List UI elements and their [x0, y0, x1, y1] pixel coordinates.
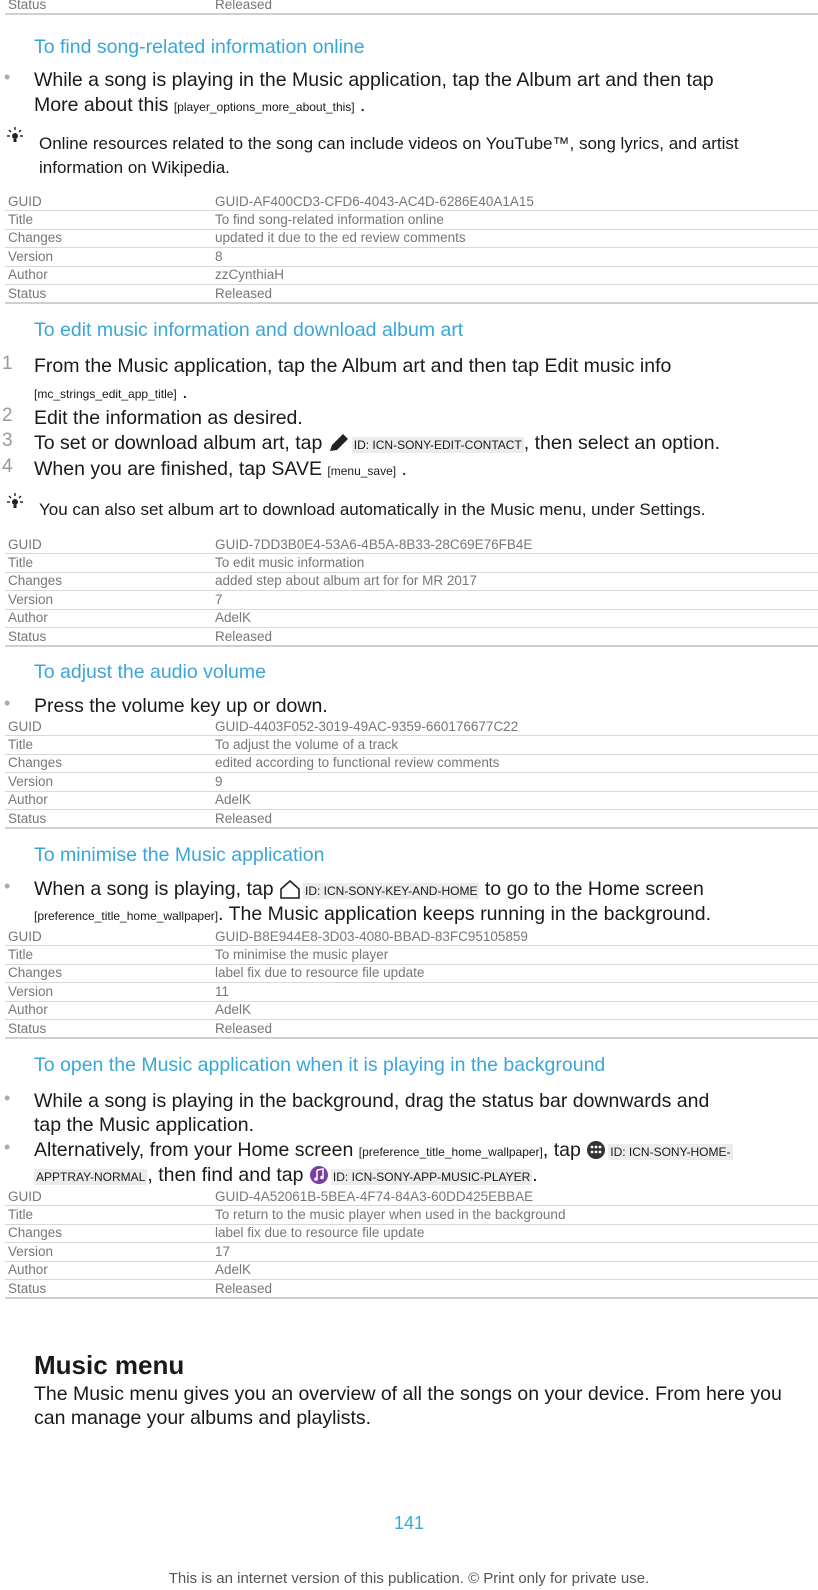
section-heading-find-info: To find song-related information online	[34, 36, 365, 58]
table-row: GUID GUID-AF400CD3-CFD6-4043-AC4D-6286E40A1A15	[5, 193, 818, 211]
page-number: 141	[393, 1513, 425, 1533]
table-row: GUID GUID-B8E944E8-3D03-4080-BBAD-83FC95105859	[5, 928, 818, 946]
step-number: 3	[2, 430, 13, 451]
ui-label-home-screen: Home screen	[237, 1139, 354, 1161]
icon-id-label: ID: ICN-SONY-APP-MUSIC-PLAYER	[332, 1170, 531, 1184]
footer-notice: This is an internet version of this publication. © Print only for private use.	[168, 1570, 650, 1587]
icon-id-label: APPTRAY-NORMAL	[36, 1170, 146, 1184]
bullet: •	[4, 1088, 11, 1108]
table-row: GUID GUID-4403F052-3019-49AC-9359-660176677C22	[5, 718, 818, 736]
table-row: GUID GUID-4A52061B-5BEA-4F74-84A3-60DD425EBBAE	[5, 1188, 818, 1206]
table-row: Version 11	[5, 983, 818, 1001]
step-3-text: To set or download album art, tap ID: ICN-SONY-EDIT-CONTACT , then select an option.	[34, 432, 720, 454]
table-row: Title To edit music information	[5, 554, 818, 572]
bullet-text: While a song is playing in the background, drag the status bar downwards and	[34, 1090, 710, 1112]
table-row: GUID GUID-7DD3B0E4-53A6-4B5A-8B33-28C69E76FB4E	[5, 536, 818, 554]
section-heading-music-menu: Music menu	[34, 1350, 185, 1380]
table-row: Status Released	[5, 1279, 818, 1298]
step-number: 4	[2, 456, 13, 477]
table-row: Title To return to the music player when used in the background	[5, 1206, 818, 1224]
table-row: Author AdelK	[5, 791, 818, 809]
resource-tag: [mc_strings_edit_app_title]	[34, 387, 177, 401]
music-player-icon	[309, 1165, 329, 1185]
section-heading-minimise: To minimise the Music application	[34, 844, 325, 866]
ui-label-save: SAVE	[271, 458, 322, 480]
bullet-text-cont: More about this [player_options_more_about_this] .	[34, 94, 366, 116]
table-row: Title To find song-related information online	[5, 211, 818, 229]
bullet: •	[4, 67, 11, 87]
table-row: Version 8	[5, 248, 818, 266]
bullet-text-cont: [preference_title_home_wallpaper]. The Music application keeps running in the background.	[34, 903, 711, 925]
table-row: Changes updated it due to the ed review comments	[5, 229, 818, 247]
resource-tag: [menu_save]	[327, 464, 397, 478]
step-4-text: When you are finished, tap SAVE [menu_save] .	[34, 458, 407, 480]
section-heading-open-background: To open the Music application when it is playing in the background	[34, 1054, 606, 1076]
step-1-text: From the Music application, tap the Album art and then tap Edit music info	[34, 355, 672, 377]
table-row: Status Released	[5, 627, 818, 646]
table-row: Status Released	[5, 809, 818, 828]
table-row: Status Released	[5, 1019, 818, 1038]
step-1-tag-line: [mc_strings_edit_app_title] .	[34, 381, 188, 403]
bullet-text: Press the volume key up or down.	[34, 695, 328, 717]
home-icon	[279, 879, 301, 899]
section-heading-volume: To adjust the audio volume	[34, 661, 266, 683]
table-value: Released	[212, 0, 818, 14]
bullet-text-cont: tap the Music application.	[34, 1114, 255, 1136]
ui-label-more-about-this: More about this	[34, 94, 169, 116]
table-row: Changes edited according to functional review comments	[5, 754, 818, 772]
table-row: Changes label fix due to resource file update	[5, 1224, 818, 1242]
table-row: Version 17	[5, 1243, 818, 1261]
table-row: Title To minimise the music player	[5, 946, 818, 964]
metadata-table-previous	[5, 0, 818, 15]
app-tray-icon	[586, 1140, 606, 1160]
metadata-table-find-info	[5, 193, 818, 304]
tip-text: Online resources related to the song can include videos on YouTube™, song lyrics, and artist information on Wikipedia.	[39, 134, 739, 177]
ui-label-edit-music-info: Edit music info	[544, 355, 672, 377]
tip-text: You can also set album art to download automatically in the Music menu, under Settings.	[39, 500, 706, 519]
table-row: Status Released	[5, 284, 818, 303]
bullet-text: Alternatively, from your Home screen [preference_title_home_wallpaper], tap ID: ICN-SONY-HOME-	[34, 1139, 731, 1161]
bullet: •	[4, 1137, 11, 1157]
resource-tag: [preference_title_home_wallpaper]	[34, 909, 219, 923]
section-heading-edit-info: To edit music information and download album art	[34, 319, 464, 341]
table-row: Title To adjust the volume of a track	[5, 736, 818, 754]
edit-pencil-icon	[328, 433, 350, 453]
table-row: Changes added step about album art for for MR 2017	[5, 572, 818, 590]
step-number: 2	[2, 405, 13, 426]
icon-id-label: ID: ICN-SONY-EDIT-CONTACT	[353, 438, 522, 452]
table-row: Version 7	[5, 591, 818, 609]
metadata-table-open-background	[5, 1188, 818, 1299]
table-row: Author AdelK	[5, 609, 818, 627]
metadata-table-edit-info	[5, 536, 818, 647]
lightbulb-tip-icon	[5, 492, 25, 514]
table-row: Author AdelK	[5, 1001, 818, 1019]
bullet-text: When a song is playing, tap ID: ICN-SONY-KEY-AND-HOME to go to the Home screen	[34, 878, 704, 900]
metadata-table-volume	[5, 718, 818, 829]
bullet-text: While a song is playing in the Music application, tap the Album art and then tap	[34, 69, 714, 91]
bullet: •	[4, 876, 11, 896]
bullet-text-cont: APPTRAY-NORMAL , then find and tap ID: ICN-SONY-APP-MUSIC-PLAYER .	[36, 1164, 538, 1186]
table-row: Version 9	[5, 773, 818, 791]
body-paragraph: The Music menu gives you an overview of all the songs on your device. From here you can manage your albums and playlists.	[34, 1383, 782, 1429]
table-row: Author AdelK	[5, 1261, 818, 1279]
icon-id-label: ID: ICN-SONY-KEY-AND-HOME	[304, 884, 478, 898]
table-row: Author zzCynthiaH	[5, 266, 818, 284]
icon-id-label: ID: ICN-SONY-HOME-	[610, 1145, 731, 1159]
table-row: Changes label fix due to resource file update	[5, 964, 818, 982]
step-number: 1	[2, 353, 13, 374]
ui-label-home-screen: Home screen	[587, 878, 704, 900]
bullet: •	[4, 693, 11, 713]
lightbulb-tip-icon	[5, 126, 25, 148]
resource-tag: [player_options_more_about_this]	[173, 100, 355, 114]
table-row	[5, 0, 818, 14]
resource-tag: [preference_title_home_wallpaper]	[358, 1145, 543, 1159]
metadata-table-minimise	[5, 928, 818, 1039]
table-key: Status	[5, 0, 212, 14]
step-2-text: Edit the information as desired.	[34, 407, 303, 429]
